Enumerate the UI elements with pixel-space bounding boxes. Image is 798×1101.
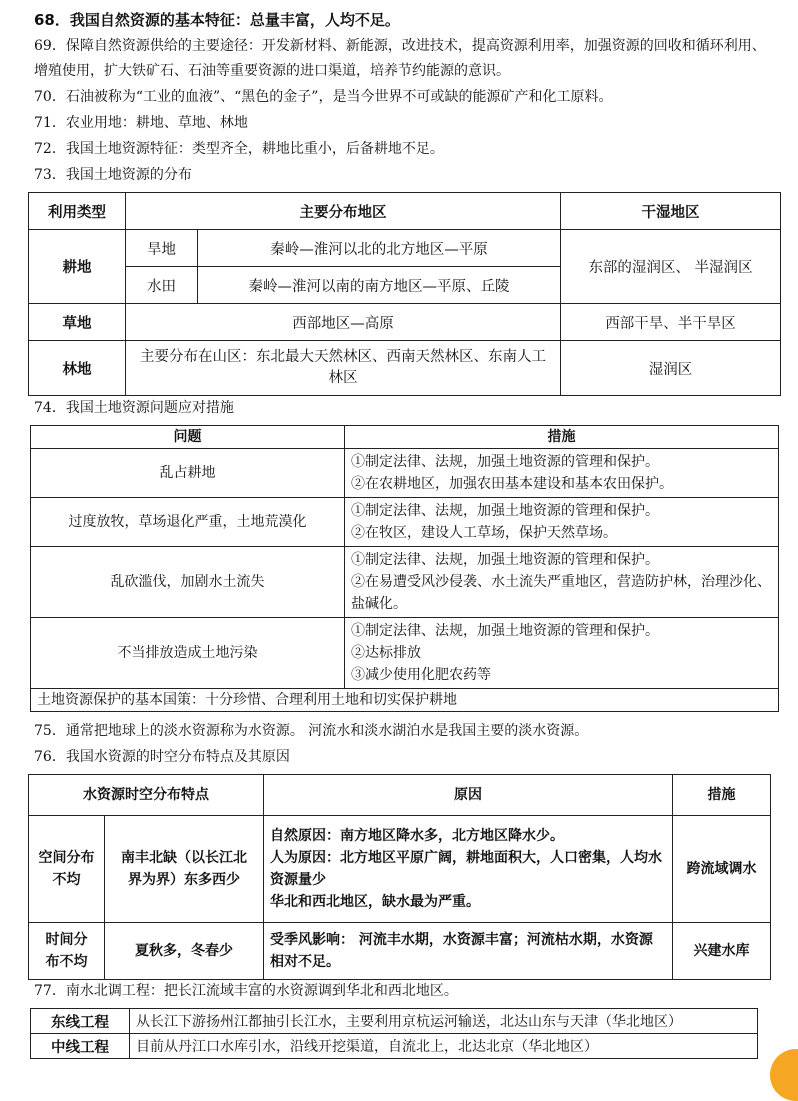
table-cell: 秦岭—淮河以南的南方地区—平原、丘陵 — [198, 267, 561, 304]
reason-line: 华北和西北地区，缺水最为严重。 — [270, 894, 480, 910]
item-74-text: 74．我国土地资源问题应对措施 — [34, 400, 234, 416]
measure-cell — [345, 547, 779, 618]
table-cell: 主要分布在山区：东北最大天然林区、西南天然林区、东南人工林区 — [126, 341, 561, 396]
item-75-text: 75．通常把地球上的淡水资源称为水资源。 河流水和淡水湖泊水是我国主要的淡水资源。 — [34, 723, 589, 739]
table-cell: 湿润区 — [561, 341, 781, 396]
item-77-text: 77．南水北调工程：把长江流域丰富的水资源调到华北和西北地区。 — [34, 983, 458, 999]
table-cell: 兴建水库 — [673, 923, 771, 980]
header-cell: 水资源时空分布特点 — [29, 775, 264, 816]
table-cell: 南丰北缺（以长江北界为界）东多西少 — [105, 816, 264, 923]
table-cell: 秦岭—淮河以北的北方地区—平原 — [198, 230, 561, 267]
item-72-text: 72．我国土地资源特征：类型齐全，耕地比重小，后备耕地不足。 — [34, 141, 444, 157]
table-row — [29, 341, 781, 396]
measure-line: ②达标排放 — [351, 645, 421, 661]
land-measures-table — [30, 425, 779, 712]
item-68-heading: 68．我国自然资源的基本特征：总量丰富，人均不足。 — [34, 11, 400, 29]
table-row — [29, 193, 781, 230]
item-69-text: 69．保障自然资源供给的主要途径：开发新材料、新能源，改进技术，提高资源利用率，加强资源的回收和循环利用、增殖使用，扩大铁矿石、石油等重要资源的进口渠道，培养节约能源的意识。 — [34, 38, 766, 79]
measure-line: ②在农耕地区，加强农田基本建设和基本农田保护。 — [351, 476, 673, 492]
table-cell: 时间分布不均 — [29, 923, 105, 980]
header-cell: 措施 — [345, 426, 779, 449]
measure-line: ①制定法律、法规，加强土地资源的管理和保护。 — [351, 503, 659, 519]
table-row — [29, 775, 771, 816]
measure-line: ③减少使用化肥农药等 — [351, 667, 491, 683]
measure-line: ②在牧区，建设人工草场，保护天然草场。 — [351, 525, 617, 541]
problem-cell: 乱砍滥伐，加剧水土流失 — [31, 547, 345, 618]
land-distribution-table — [28, 192, 781, 396]
problem-cell: 乱占耕地 — [31, 449, 345, 498]
table-cell: 耕地 — [29, 230, 126, 304]
item-71-text: 71．农业用地：耕地、草地、林地 — [34, 115, 248, 131]
measure-cell — [345, 618, 779, 689]
corner-decoration — [770, 1049, 798, 1101]
header-cell: 主要分布地区 — [126, 193, 561, 230]
table-row — [29, 304, 781, 341]
table-cell: 西部地区—高原 — [126, 304, 561, 341]
table-cell: 旱地 — [126, 230, 198, 267]
table-row — [29, 816, 771, 923]
problem-cell: 过度放牧，草场退化严重，土地荒漠化 — [31, 498, 345, 547]
header-cell: 原因 — [264, 775, 673, 816]
item-76-text: 76．我国水资源的时空分布特点及其原因 — [34, 749, 290, 765]
table-cell: 从长江下游扬州江都抽引长江水，主要利用京杭运河输送，北达山东与天津（华北地区） — [130, 1009, 758, 1034]
measure-cell — [345, 449, 779, 498]
table-row — [31, 1009, 758, 1034]
table-cell: 中线工程 — [31, 1034, 130, 1059]
header-cell: 措施 — [673, 775, 771, 816]
header-cell: 利用类型 — [29, 193, 126, 230]
water-distribution-table — [28, 774, 771, 980]
item-73-text: 73．我国土地资源的分布 — [34, 167, 192, 183]
table-row — [31, 449, 779, 498]
table-row — [29, 230, 781, 267]
reason-line: 人为原因：北方地区平原广阔，耕地面积大，人口密集，人均水资源量少 — [270, 850, 662, 888]
table-cell — [264, 816, 673, 923]
table-row — [31, 618, 779, 689]
measure-line: ①制定法律、法规，加强土地资源的管理和保护。 — [351, 454, 659, 470]
table-cell: 林地 — [29, 341, 126, 396]
problem-cell: 不当排放造成土地污染 — [31, 618, 345, 689]
reason-line: 自然原因：南方地区降水多，北方地区降水少。 — [270, 828, 564, 844]
table-row — [31, 547, 779, 618]
table-cell: 受季风影响： 河流丰水期，水资源丰富；河流枯水期，水资源相对不足。 — [264, 923, 673, 980]
policy-cell: 土地资源保护的基本国策：十分珍惜、合理利用土地和切实保护耕地 — [31, 689, 779, 712]
table-cell: 西部干旱、半干旱区 — [561, 304, 781, 341]
measure-line: ②在易遭受风沙侵袭、水土流失严重地区，营造防护林，治理沙化、盐碱化。 — [351, 574, 771, 612]
item-70-text: 70．石油被称为“工业的血液”、“黑色的金子”，是当今世界不可或缺的能源矿产和化工原料。 — [34, 89, 613, 105]
table-row — [31, 1034, 758, 1059]
table-cell: 水田 — [126, 267, 198, 304]
table-row — [31, 498, 779, 547]
diversion-table — [30, 1008, 758, 1059]
measure-line: ①制定法律、法规，加强土地资源的管理和保护。 — [351, 623, 659, 639]
measure-cell — [345, 498, 779, 547]
header-cell: 问题 — [31, 426, 345, 449]
header-cell: 干湿地区 — [561, 193, 781, 230]
table-cell: 东部的湿润区、 半湿润区 — [561, 230, 781, 304]
table-cell: 东线工程 — [31, 1009, 130, 1034]
table-cell: 空间分布不均 — [29, 816, 105, 923]
table-row — [31, 689, 779, 712]
table-cell: 目前从丹江口水库引水，沿线开挖渠道，自流北上，北达北京（华北地区） — [130, 1034, 758, 1059]
table-cell: 夏秋多，冬春少 — [105, 923, 264, 980]
table-cell: 跨流域调水 — [673, 816, 771, 923]
table-row — [31, 426, 779, 449]
measure-line: ①制定法律、法规，加强土地资源的管理和保护。 — [351, 552, 659, 568]
table-cell: 草地 — [29, 304, 126, 341]
table-row — [29, 923, 771, 980]
